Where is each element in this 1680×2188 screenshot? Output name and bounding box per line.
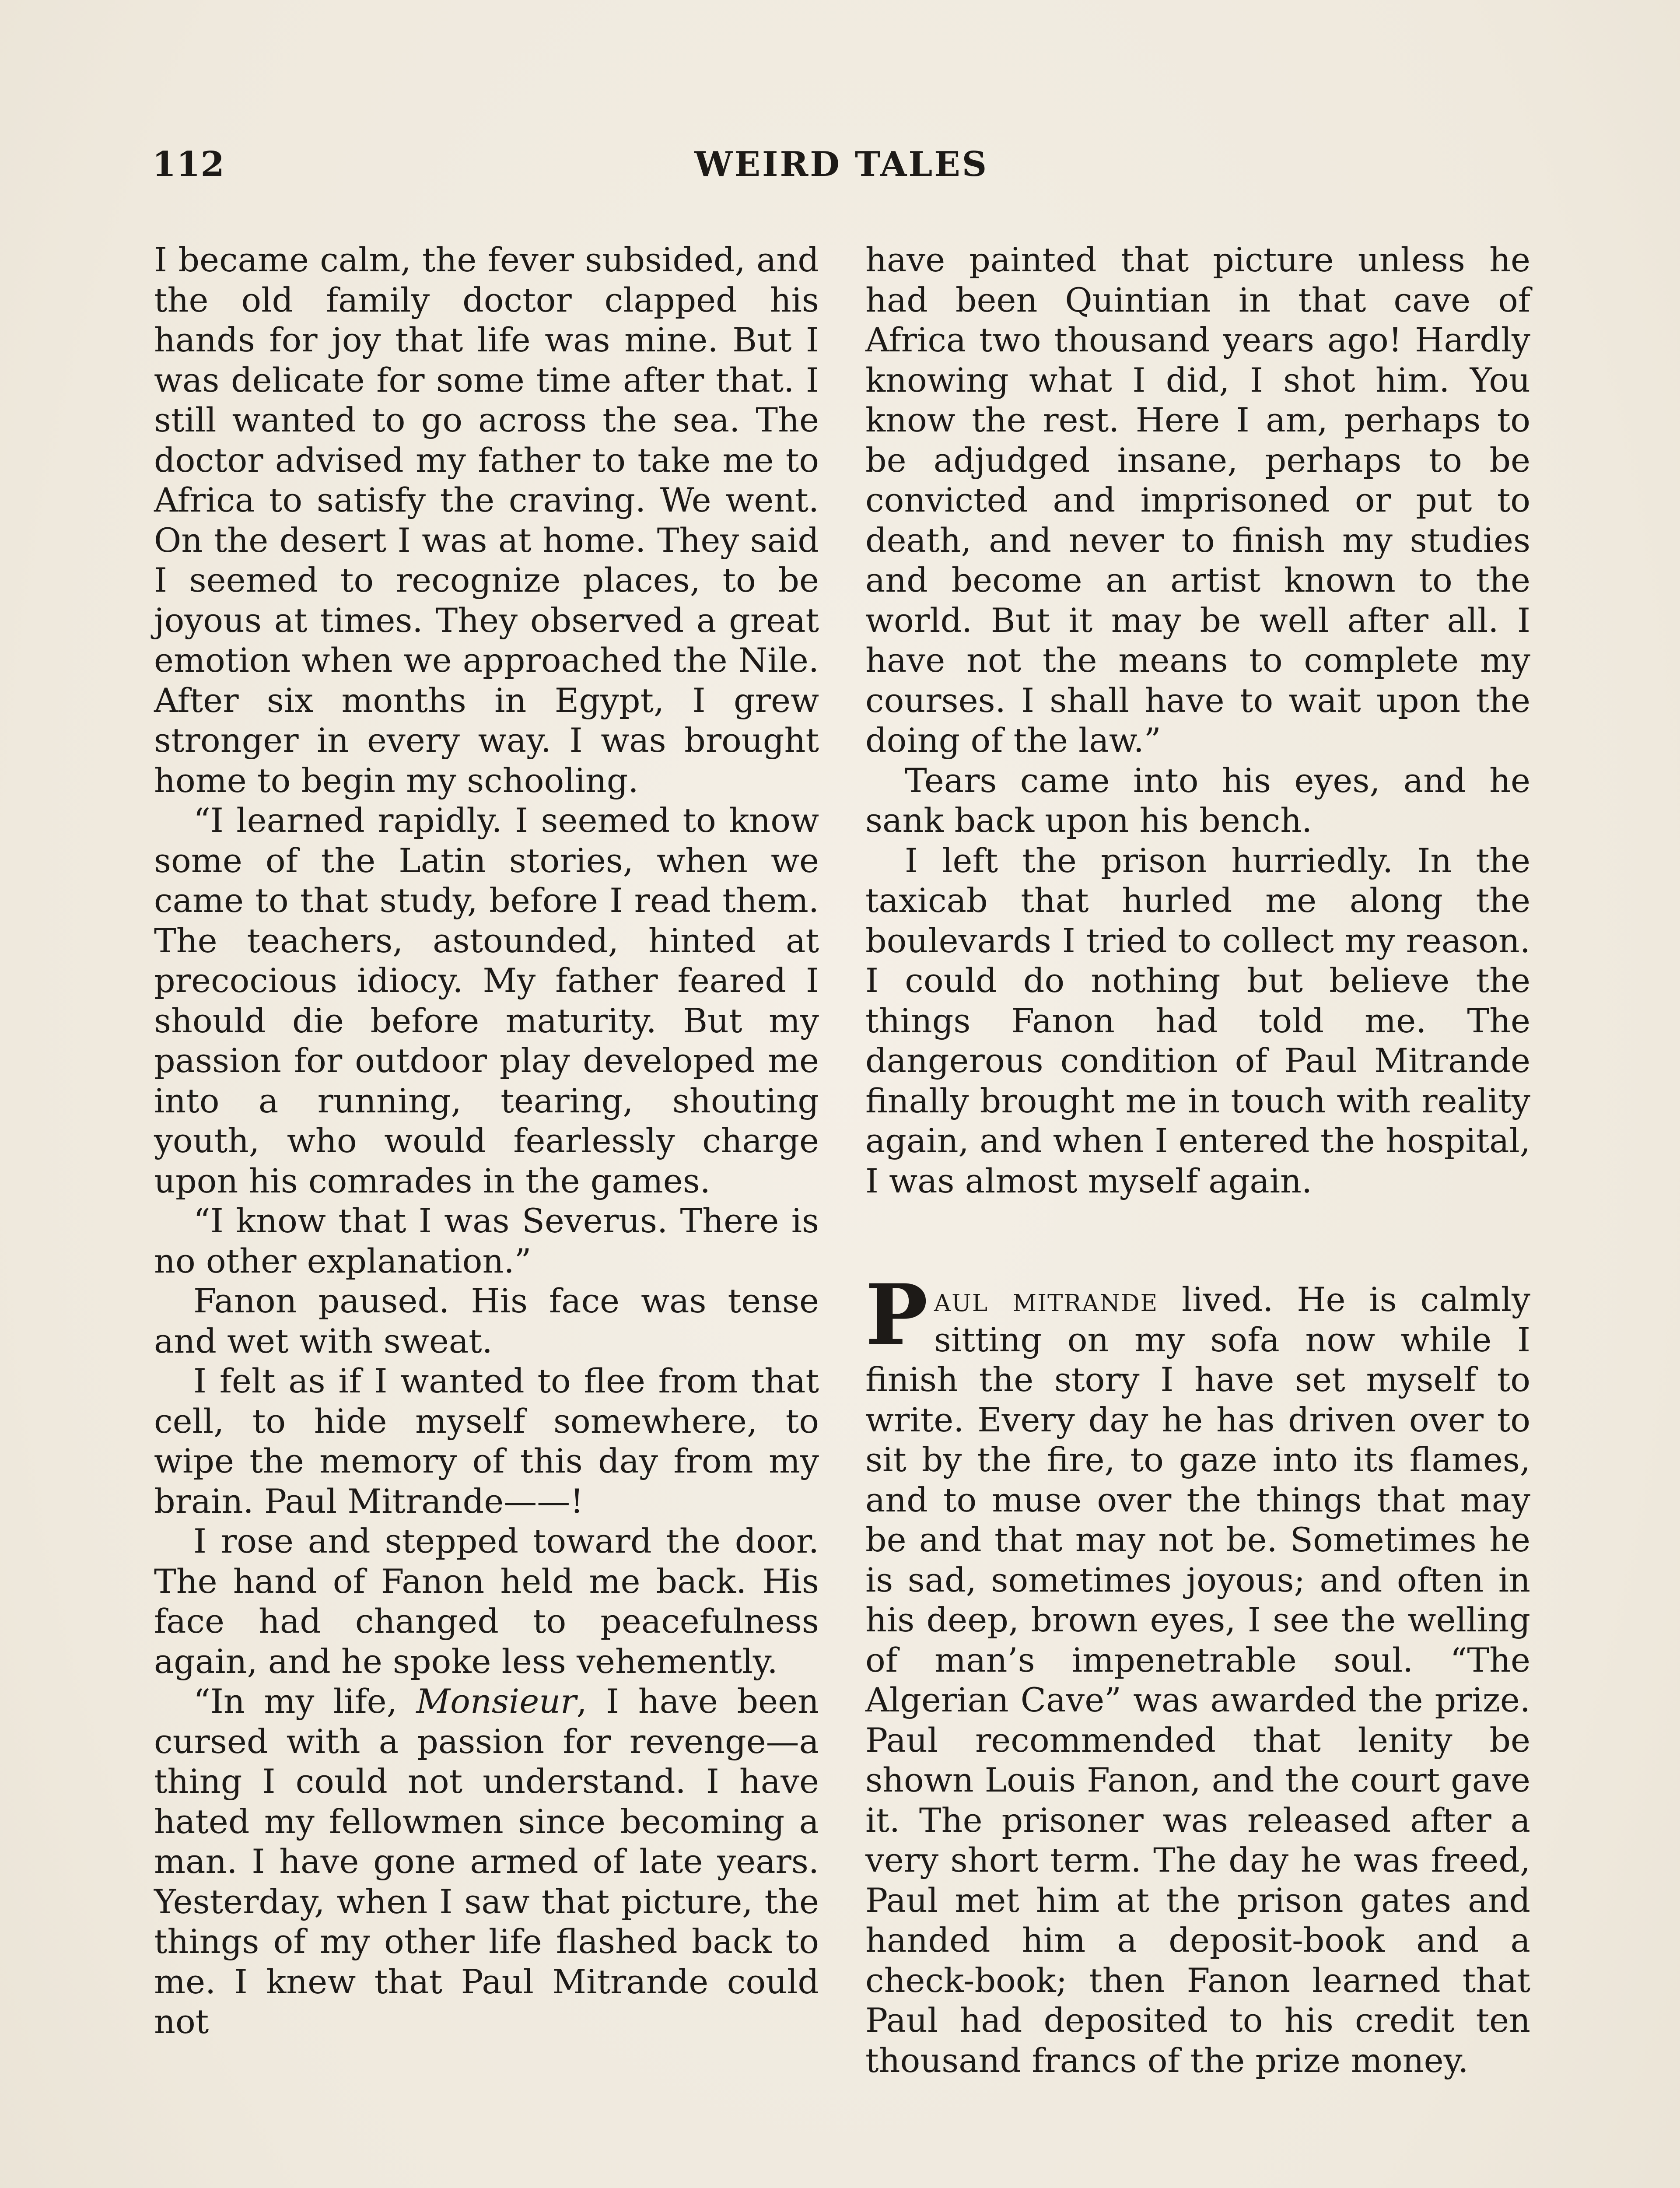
running-title: WEIRD TALES bbox=[694, 144, 989, 184]
paragraph-text: , I have been cursed with a passion for revenge—a thing I could not understand. I have hated my fellowmen since becoming a man. I have gone armed of late years. Yesterday, when I saw that picture, the things of my other life flashed back to me. I knew that Paul Mitrande could not bbox=[154, 1682, 819, 2041]
paragraph: Fanon paused. His face was tense and wet with sweat. bbox=[154, 1281, 819, 1360]
paragraph-text: “In my life, bbox=[193, 1682, 416, 1721]
paragraph: I left the prison hurriedly. In the taxicab that hurled me along the boulevards I tried to collect my reason. I could do nothing but believe the things Fanon had told me. The dangerous condition of Paul Mitrande finally brought me in touch with reality again, and when I entered the hospital, I was almost myself again. bbox=[865, 841, 1530, 1200]
paragraph: I became calm, the fever subsided, and the old family doctor clapped his hands for joy that life was mine. But I was delicate for some time after that. I still wanted to go across the sea. The doctor advised my father to take me to Africa to satisfy the craving. We went. On the desert I was at home. They said I seemed to recognize places, to be joyous at times. They observed a great emotion when we approached the Nile. After six months in Egypt, I grew stronger in every way. I was brought home to begin my schooling. bbox=[154, 240, 819, 800]
section-break bbox=[865, 1201, 1530, 1280]
right-column bbox=[865, 240, 1530, 2080]
drop-cap: P bbox=[865, 1266, 928, 1364]
paragraph: I rose and stepped toward the door. The hand of Fanon held me back. His face had changed to peacefulness again, and he spoke less vehemently. bbox=[154, 1522, 819, 1681]
paragraph-text: lived. He is calmly sitting on my sofa now while I finish the story I have set myself to write. Every day he has driven over to sit by the fire, to gaze into its flames, and to muse over the things that may be and that may not be. Sometimes he is sad, sometimes joyous; and often in his deep, brown eyes, I see the welling of man’s impenetrable soul. “The Algerian Cave” was awarded the prize. Paul recommended that lenity be shown Louis Fanon, and the court gave it. The prisoner was released after a very short term. The day he was freed, Paul met him at the prison gates and handed him a deposit-book and a check-book; then Fanon learned that Paul had deposited to his credit ten thousand francs of the prize money. bbox=[865, 1280, 1530, 2080]
paragraph: “I know that I was Severus. There is no other explanation.” bbox=[154, 1201, 819, 1280]
page-header bbox=[152, 144, 1530, 197]
italic-word: Monsieur bbox=[416, 1682, 577, 1721]
paragraph: have painted that picture unless he had been Quintian in that cave of Africa two thousand years ago! Hardly knowing what I did, I shot him. You know the rest. Here I am, perhaps to be adjudged insane, perhaps to be convicted and imprisoned or put to death, and never to finish my studies and become an artist known to the world. But it may be well after all. I have not the means to complete my courses. I shall have to wait upon the doing of the law.” bbox=[865, 240, 1530, 760]
page-number: 112 bbox=[152, 144, 225, 184]
paragraph bbox=[154, 1681, 819, 2042]
final-paragraph bbox=[865, 1266, 1530, 2080]
paragraph: I felt as if I wanted to flee from that cell, to hide myself somewhere, to wipe the memory of this day from my brain. Paul Mitrande——! bbox=[154, 1361, 819, 1521]
paragraph: Tears came into his eyes, and he sank back upon his bench. bbox=[865, 761, 1530, 840]
paragraph: “I learned rapidly. I seemed to know some of the Latin stories, when we came to that study, before I read them. The teachers, astounded, hinted at precocious idiocy. My father feared I should die before maturity. But my passion for outdoor play developed me into a running, tearing, shouting youth, who would fearlessly charge upon his comrades in the games. bbox=[154, 801, 819, 1200]
left-column bbox=[154, 240, 819, 2042]
small-caps-lead: aul mitrande bbox=[934, 1280, 1158, 1319]
